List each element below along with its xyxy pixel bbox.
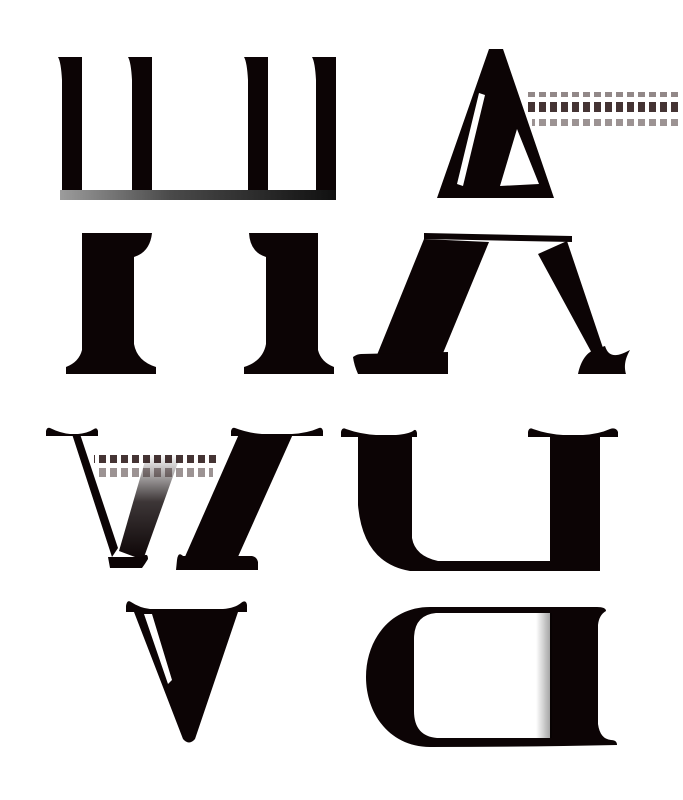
tile-2-streak-row-blocks <box>528 102 681 112</box>
tile-6-right-stem <box>550 436 600 562</box>
tile-2-streak-row-ticks <box>528 92 681 97</box>
tile-4-thick-foot-serif <box>353 352 448 374</box>
tile-2-streak-row-dots <box>532 119 678 126</box>
tile-5-streak-row-dots <box>97 468 213 477</box>
tile-8-counter-inner-shade <box>536 613 552 738</box>
tile-5-streak-row-blocks <box>94 455 217 463</box>
tile-1-baseline-gradient-bar <box>60 190 336 200</box>
tile-5-italic-i-bottom-serif <box>176 554 258 570</box>
